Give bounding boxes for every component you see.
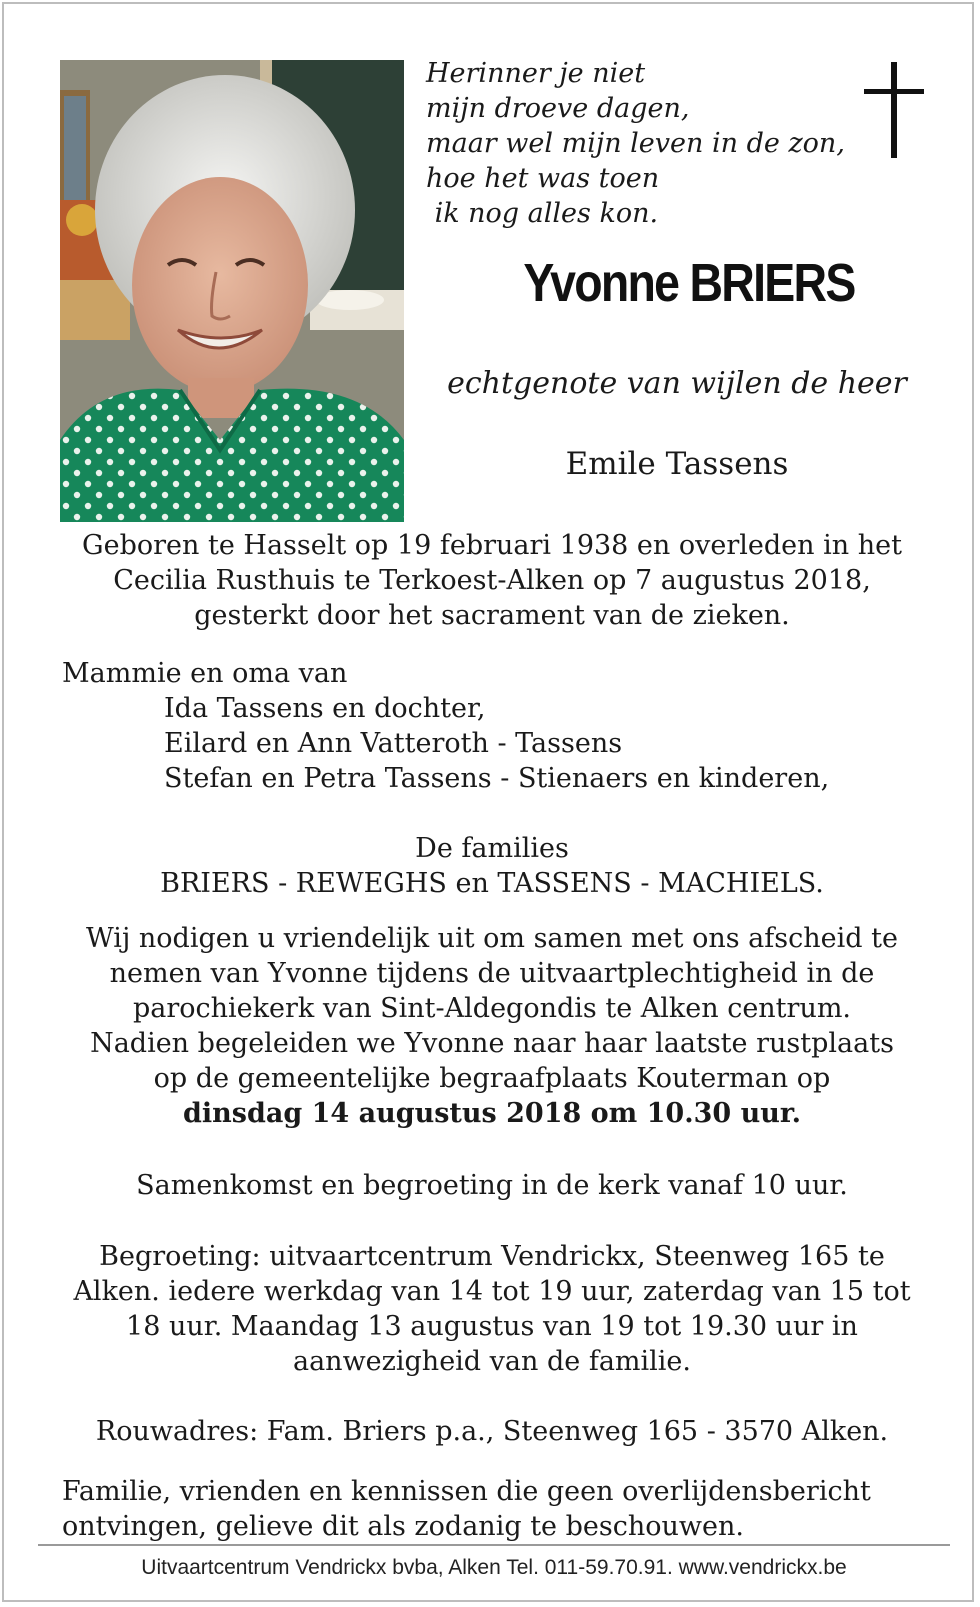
obituary-card [2,2,974,1602]
text-line: Geboren te Hasselt op 19 februari 1938 en overleden in het [82,530,902,561]
gathering-line: Samenkomst en begroeting in de kerk vanaf 10 uur. [136,1170,848,1201]
visiting-paragraph [44,1239,940,1379]
deceased-name: Yvonne BRIERS [523,253,855,313]
text-line: Alken. iedere werkdag van 14 tot 19 uur, zaterdag van 15 tot [73,1276,911,1307]
text-line: 18 uur. Maandag 13 augustus van 19 tot 19.30 uur in [126,1311,858,1342]
poem-line: mijn droeve dagen, [426,93,690,124]
family-member: Stefan en Petra Tassens - Stienaers en kinderen, [164,763,830,794]
mourning-address: Rouwadres: Fam. Briers p.a., Steenweg 165 - 3570 Alken. [95,1416,889,1447]
poem-line: Herinner je niet [426,58,646,89]
funeral-home-footer: Uitvaartcentrum Vendrickx bvba, Alken Tel. 011-59.70.91. www.vendrickx.be [141,1556,847,1579]
family-members [164,691,924,796]
text-line: aanwezigheid van de familie. [292,1346,691,1377]
text-line: Wij nodigen u vriendelijk uit om samen met ons afscheid te [86,923,898,954]
funeral-date-time: dinsdag 14 augustus 2018 om 10.30 uur. [182,1098,801,1129]
family-member: Ida Tassens en dochter, [164,693,486,724]
text-line: parochiekerk van Sint-Aldegondis te Alken centrum. [132,993,852,1024]
text-line: Cecilia Rusthuis te Terkoest-Alken op 7 augustus 2018, [113,565,871,596]
text-line: Familie, vrienden en kennissen die geen overlijdensbericht [62,1476,871,1507]
portrait-photo [60,60,404,522]
text-line: Nadien begeleiden we Yvonne naar haar laatste rustplaats [90,1028,894,1059]
families-block [44,831,940,901]
memorial-poem [426,56,846,231]
latin-cross-icon [864,62,926,162]
invitation-paragraph [44,921,940,1131]
poem-line: ik nog alles kon. [426,198,659,229]
text-line: op de gemeentelijke begraafplaats Kouterman op [153,1063,831,1094]
spouse-intro: echtgenote van wijlen de heer [447,366,907,401]
birth-death-paragraph [44,528,940,633]
poem-line: maar wel mijn leven in de zon, [426,128,845,159]
portrait-illustration [60,60,404,522]
notice-paragraph [62,1474,942,1544]
families-intro: De families [415,833,569,864]
family-intro: Mammie en oma van [62,658,348,689]
text-line: Begroeting: uitvaartcentrum Vendrickx, Steenweg 165 te [99,1241,885,1272]
text-line: nemen van Yvonne tijdens de uitvaartplechtigheid in de [109,958,875,989]
footer-divider [38,1544,950,1546]
spouse-name: Emile Tassens [565,446,789,482]
family-member: Eilard en Ann Vatteroth - Tassens [164,728,623,759]
poem-line: hoe het was toen [426,163,660,194]
text-line: ontvingen, gelieve dit als zodanig te beschouwen. [62,1511,744,1542]
text-line: gesterkt door het sacrament van de zieken. [194,600,790,631]
families-names: BRIERS - REWEGHS en TASSENS - MACHIELS. [160,868,824,899]
